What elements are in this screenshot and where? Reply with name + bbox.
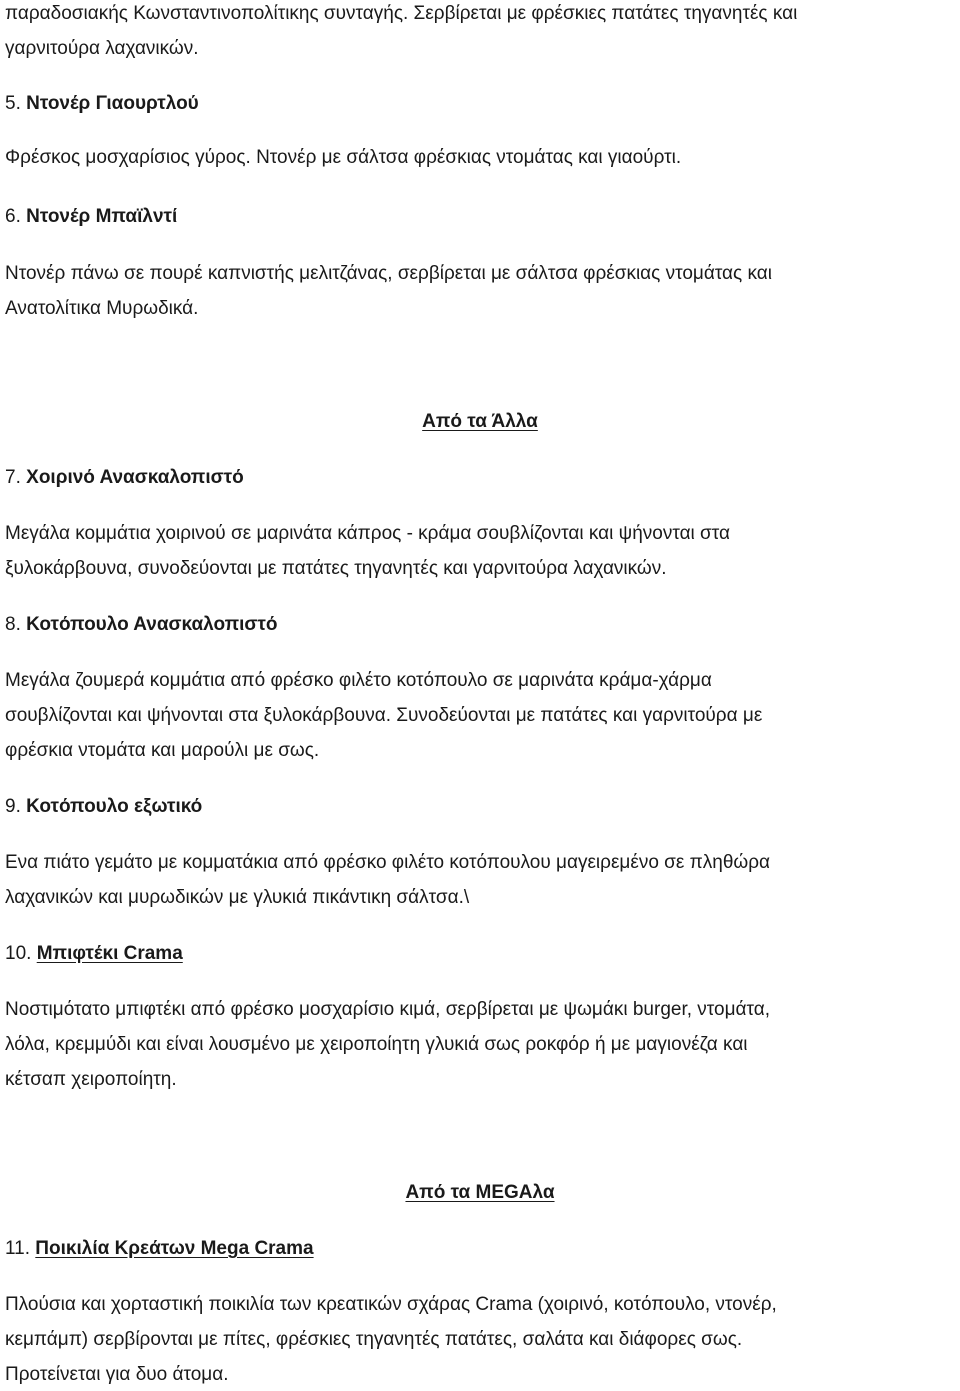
item-title: Ντονέρ Μπαϊλντί xyxy=(26,206,178,227)
item-description: Μεγάλα ζουμερά κομμάτια από φρέσκο φιλέτο κοτόπουλο σε μαρινάτα κράμα-χάρμα xyxy=(5,670,712,691)
item-title: Κοτόπουλο εξωτικό xyxy=(26,796,203,817)
item-description: Ανατολίτικα Μυρωδικά. xyxy=(5,298,199,319)
item-description: λαχανικών και μυρωδικών με γλυκιά πικάντικη σάλτσα.\ xyxy=(5,887,470,908)
item-description: Πλούσια και χορταστική ποικιλία των κρεατικών σχάρας Crama (χοιρινό, κοτόπουλο, ντονέρ, xyxy=(5,1294,777,1315)
item-number: 7. xyxy=(5,467,21,488)
menu-item-heading xyxy=(5,466,244,490)
item-number: 10. xyxy=(5,943,32,964)
menu-item-heading xyxy=(5,795,202,819)
item-title: Κοτόπουλο Ανασκαλοπιστό xyxy=(26,614,278,635)
item-number: 8. xyxy=(5,614,21,635)
item-description: Ντονέρ πάνω σε πουρέ καπνιστής μελιτζάνας, σερβίρεται με σάλτσα φρέσκιας ντομάτας και xyxy=(5,263,772,284)
item-number: 6. xyxy=(5,206,21,227)
menu-item-heading xyxy=(5,613,277,637)
menu-item-heading xyxy=(5,205,177,229)
item-description: σουβλίζονται και ψήνονται στα ξυλοκάρβουνα. Συνοδεύονται με πατάτες και γαρνιτούρα με xyxy=(5,705,763,726)
section-heading: Από τα Άλλα xyxy=(422,411,538,432)
intro-line: παραδοσιακής Κωνσταντινοπολίτικης συνταγής. Σερβίρεται με φρέσκιες πατάτες τηγανητές και xyxy=(5,3,798,24)
item-description: Ενα πιάτο γεμάτο με κομματάκια από φρέσκο φιλέτο κοτόπουλου μαγειρεμένο σε πληθώρα xyxy=(5,852,771,873)
item-description: φρέσκια ντομάτα και μαρούλι με σως. xyxy=(5,740,320,761)
item-title: Ποικιλία Κρεάτων Mega Crama xyxy=(35,1238,314,1259)
item-description: ξυλοκάρβουνα, συνοδεύονται με πατάτες τηγανητές και γαρνιτούρα λαχανικών. xyxy=(5,558,667,579)
item-title: Χοιρινό Ανασκαλοπιστό xyxy=(26,467,244,488)
item-title: Ντονέρ Γιαουρτλού xyxy=(26,93,199,114)
item-description: Νοστιμότατο μπιφτέκι από φρέσκο μοσχαρίσιο κιμά, σερβίρεται με ψωμάκι burger, ντομάτα, xyxy=(5,999,771,1020)
menu-item-heading xyxy=(5,942,183,966)
item-number: 5. xyxy=(5,93,21,114)
item-title: Μπιφτέκι Crama xyxy=(36,943,183,964)
menu-item-heading xyxy=(5,92,199,116)
menu-item-heading xyxy=(5,1237,314,1261)
item-description: κεμπάμπ) σερβίρονται με πίτες, φρέσκιες τηγανητές πατάτες, σαλάτα και διάφορες σως. xyxy=(5,1329,743,1350)
item-number: 11. xyxy=(5,1238,31,1259)
item-description: κέτσαπ χειροποίητη. xyxy=(5,1069,177,1090)
item-description: Προτείνεται για δυο άτομα. xyxy=(5,1364,229,1385)
item-number: 9. xyxy=(5,796,21,817)
item-description: Φρέσκος μοσχαρίσιος γύρος. Ντονέρ με σάλτσα φρέσκιας ντομάτας και γιαούρτι. xyxy=(5,147,682,168)
section-heading: Από τα MEGAλα xyxy=(405,1182,555,1203)
item-description: λόλα, κρεμμύδι και είναι λουσμένο με χειροποίητη γλυκιά σως ροκφόρ ή με μαγιονέζα και xyxy=(5,1034,748,1055)
item-description: Μεγάλα κομμάτια χοιρινού σε μαρινάτα κάπρος - κράμα σουβλίζονται και ψήνονται στα xyxy=(5,523,731,544)
intro-line: γαρνιτούρα λαχανικών. xyxy=(5,38,199,59)
